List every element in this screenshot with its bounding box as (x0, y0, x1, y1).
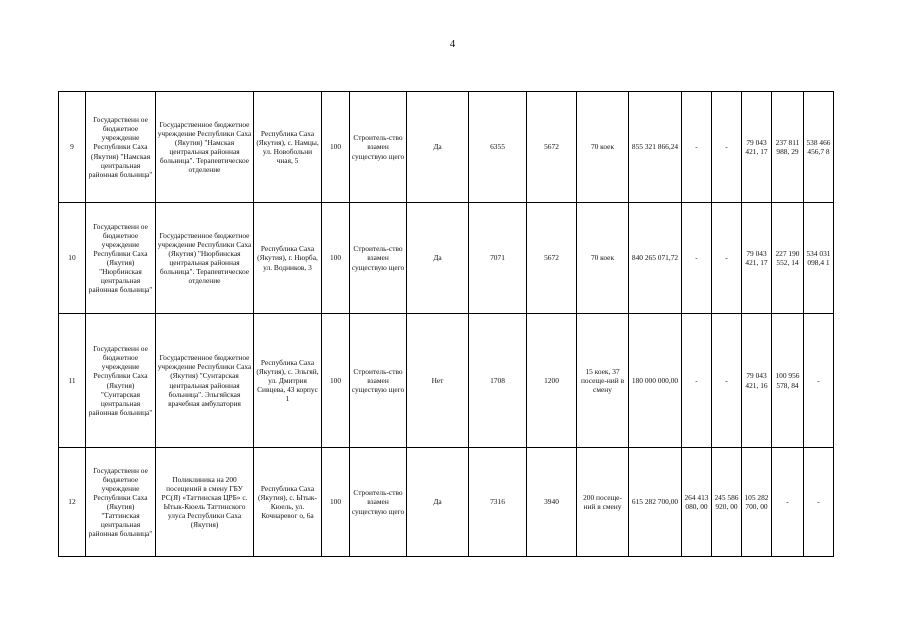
flag-cell: Нет (407, 314, 469, 448)
address-cell: Республика Саха (Якутия), с. Ытык-Кюель, ул. Кочнаревог о, 6а (254, 448, 322, 557)
capacity-cell: 15 коек, 37 посеще-ний в смену (577, 314, 629, 448)
flag-cell: Да (407, 448, 469, 557)
flag-cell: Да (407, 203, 469, 314)
amount-cell: - (682, 92, 712, 203)
address-cell: Республика Саха (Якутия), с. Эльгяй, ул. Дмитрия Сивцева, 43 корпус 1 (254, 314, 322, 448)
address-cell: Республика Саха (Якутия), с. Намцы, ул. Новобольни чная, 5 (254, 92, 322, 203)
percent-cell: 100 (322, 448, 350, 557)
area1-cell: 1708 (469, 314, 527, 448)
amount-cell: - (712, 314, 742, 448)
work-type-cell: Строитель-ство взамен существую щего (350, 203, 407, 314)
percent-cell: 100 (322, 314, 350, 448)
work-type-cell: Строитель-ство взамен существую щего (350, 448, 407, 557)
amount-cell: 245 586 920, 00 (712, 448, 742, 557)
page-number: 4 (449, 38, 456, 50)
address-cell: Республика Саха (Якутия), г. Нюрба, ул. Водников, 3 (254, 203, 322, 314)
percent-cell: 100 (322, 92, 350, 203)
cost-cell: 615 282 700,00 (629, 448, 682, 557)
object-cell: Поликлиника на 200 посещений в смену ГБУ РС(Я) «Таттинская ЦРБ» с. Ытык-Кюель Таттинского улуса Республики Саха (Якутия) (156, 448, 254, 557)
amount-cell: - (772, 448, 804, 557)
capacity-cell: 70 коек (577, 92, 629, 203)
amount-cell: 79 043 421, 17 (742, 203, 772, 314)
customer-cell: Государственн ое бюджетное учреждение Республики Саха (Якутия) "Намская центральная районная больница" (86, 92, 156, 203)
amount-cell: - (682, 203, 712, 314)
table-row (59, 448, 834, 557)
amount-cell: - (712, 203, 742, 314)
area1-cell: 7316 (469, 448, 527, 557)
amount-cell: 264 413 080, 00 (682, 448, 712, 557)
amount-cell: 100 956 578, 84 (772, 314, 804, 448)
cost-cell: 180 000 000,00 (629, 314, 682, 448)
capacity-cell: 70 коек (577, 203, 629, 314)
row-number: 11 (59, 314, 86, 448)
area2-cell: 3940 (527, 448, 577, 557)
work-type-cell: Строитель-ство взамен существую щего (350, 92, 407, 203)
flag-cell: Да (407, 92, 469, 203)
area2-cell: 5672 (527, 92, 577, 203)
amount-cell: 227 190 552, 14 (772, 203, 804, 314)
amount-cell: 79 043 421, 17 (742, 92, 772, 203)
object-cell: Государственное бюджетное учреждение Республики Саха (Якутия) "Сунтарская центральная районная больница". Эльгяйская врачебная амбулатория (156, 314, 254, 448)
amount-cell: - (682, 314, 712, 448)
capacity-cell: 200 посеще-ний в смену (577, 448, 629, 557)
customer-cell: Государственн ое бюджетное учреждение Республики Саха (Якутия) "Таттинская центральная районная больница" (86, 448, 156, 557)
area2-cell: 1200 (527, 314, 577, 448)
area1-cell: 7071 (469, 203, 527, 314)
amount-cell: 538 466 456,7 8 (804, 92, 834, 203)
amount-cell: 237 811 988, 29 (772, 92, 804, 203)
object-cell: Государственное бюджетное учреждение Республики Саха (Якутия) "Намская центральная районная больница". Терапевтическое отделение (156, 92, 254, 203)
area2-cell: 5672 (527, 203, 577, 314)
amount-cell: - (712, 92, 742, 203)
area1-cell: 6355 (469, 92, 527, 203)
row-number: 9 (59, 92, 86, 203)
table-row (59, 203, 834, 314)
object-cell: Государственное бюджетное учреждение Республики Саха (Якутия) "Нюрбинская центральная районная больница". Терапевтическое отделение (156, 203, 254, 314)
customer-cell: Государственн ое бюджетное учреждение Республики Саха (Якутия) "Сунтарская центральная районная больница" (86, 314, 156, 448)
table-row (59, 92, 834, 203)
row-number: 10 (59, 203, 86, 314)
row-number: 12 (59, 448, 86, 557)
table-row (59, 314, 834, 448)
amount-cell: 534 031 098,4 1 (804, 203, 834, 314)
amount-cell: - (804, 448, 834, 557)
amount-cell: 79 043 421, 16 (742, 314, 772, 448)
cost-cell: 840 265 071,72 (629, 203, 682, 314)
customer-cell: Государственн ое бюджетное учреждение Республики Саха (Якутия) "Нюрбинская центральная районная больница" (86, 203, 156, 314)
projects-table (58, 91, 834, 557)
percent-cell: 100 (322, 203, 350, 314)
cost-cell: 855 321 866,24 (629, 92, 682, 203)
work-type-cell: Строитель-ство взамен существую щего (350, 314, 407, 448)
amount-cell: 105 282 700, 00 (742, 448, 772, 557)
amount-cell: - (804, 314, 834, 448)
